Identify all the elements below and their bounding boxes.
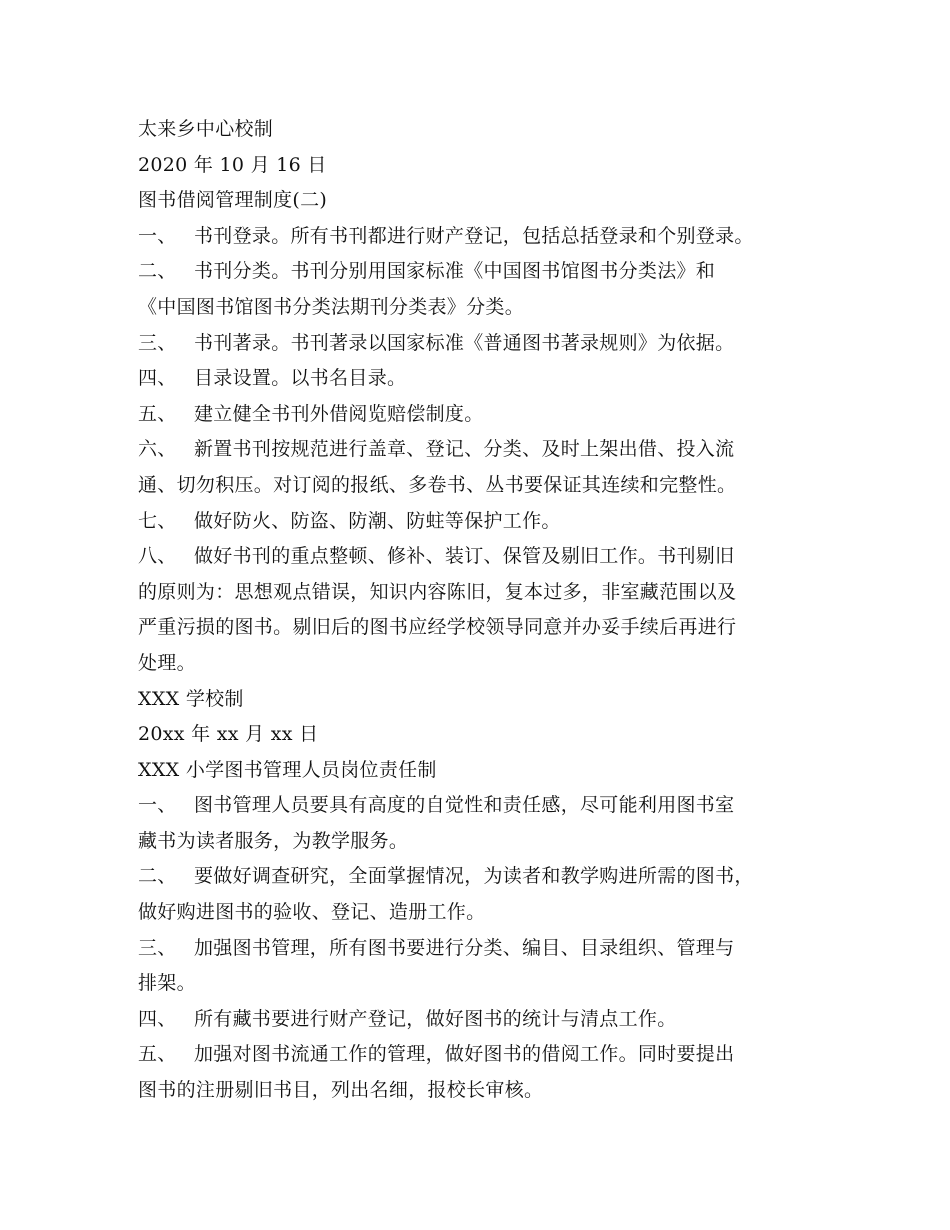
- item-continuation: 处理。: [138, 651, 196, 674]
- list-item: [138, 539, 838, 575]
- item-text: 做好防火、防盗、防潮、防蛀等保护工作。: [194, 509, 561, 532]
- section1-list: [138, 219, 838, 682]
- item-text: 所有藏书要进行财产登记，做好图书的统计与清点工作。: [194, 1007, 677, 1030]
- item-text: 书刊登录。所有书刊都进行财产登记，包括总括登录和个别登录。: [194, 224, 754, 247]
- item-continuation: 通、切勿积压。对订阅的报纸、多卷书、丛书要保证其连续和完整性。: [138, 473, 737, 496]
- item-text: 加强对图书流通工作的管理，做好图书的借阅工作。同时要提出: [194, 1043, 735, 1066]
- list-item: [138, 1002, 838, 1038]
- list-item: [138, 397, 838, 433]
- item-text: 加强图书管理，所有图书要进行分类、编目、目录组织、管理与: [194, 936, 735, 959]
- section1-title: 图书借阅管理制度(二): [138, 189, 328, 212]
- item-number: 五、: [138, 402, 177, 425]
- section2-title: XXX 小学图书管理人员岗位责任制: [138, 758, 437, 781]
- item-text: 书刊著录。书刊著录以国家标准《普通图书著录规则》为依据。: [194, 331, 735, 354]
- item-number: 四、: [138, 1007, 177, 1030]
- list-item: [138, 859, 838, 895]
- item-number: 一、: [138, 224, 177, 247]
- item-text: 目录设置。以书名目录。: [194, 367, 407, 390]
- item-text: 建立健全书刊外借阅览赔偿制度。: [194, 402, 484, 425]
- item-number: 五、: [138, 1043, 177, 1066]
- list-item: [138, 931, 838, 967]
- list-item: [138, 1037, 838, 1073]
- item-number: 二、: [138, 260, 177, 283]
- item-continuation: 严重污损的图书。剔旧后的图书应经学校领导同意并办妥手续后再进行: [138, 616, 737, 639]
- list-item: [138, 361, 838, 397]
- section2-list: [138, 788, 838, 1108]
- list-item: [138, 326, 838, 362]
- list-item: [138, 219, 838, 255]
- section2-date: 20xx 年 xx 月 xx 日: [138, 723, 319, 746]
- item-continuation: 藏书为读者服务，为教学服务。: [138, 829, 409, 852]
- section1-org: 太来乡中心校制: [138, 118, 274, 140]
- item-continuation: 图书的注册剔旧书目，列出名细，报校长审核。: [138, 1079, 544, 1102]
- item-text: 图书管理人员要具有高度的自觉性和责任感，尽可能利用图书室: [194, 794, 735, 817]
- list-item: [138, 432, 838, 468]
- section2-org: XXX 学校制: [138, 687, 244, 710]
- item-continuation: 排架。: [138, 972, 196, 995]
- item-text: 做好书刊的重点整顿、修补、装订、保管及剔旧工作。书刊剔旧: [194, 545, 735, 568]
- list-item: [138, 504, 838, 540]
- item-number: 二、: [138, 865, 177, 888]
- item-number: 三、: [138, 936, 177, 959]
- document-page: [138, 112, 838, 1109]
- item-number: 六、: [138, 438, 177, 461]
- section1-date: 2020 年 10 月 16 日: [138, 153, 327, 176]
- item-text: 新置书刊按规范进行盖章、登记、分类、及时上架出借、投入流: [194, 438, 735, 461]
- item-continuation: 的原则为：思想观点错误，知识内容陈旧，复本过多，非室藏范围以及: [138, 580, 737, 603]
- item-continuation: 做好购进图书的验收、登记、造册工作。: [138, 901, 486, 924]
- item-number: 四、: [138, 367, 177, 390]
- item-text: 要做好调查研究，全面掌握情况，为读者和教学购进所需的图书，: [194, 865, 754, 888]
- item-number: 八、: [138, 545, 177, 568]
- item-number: 七、: [138, 509, 177, 532]
- list-item: [138, 788, 838, 824]
- item-number: 三、: [138, 331, 177, 354]
- list-item: [138, 254, 838, 290]
- item-text: 书刊分类。书刊分别用国家标准《中国图书馆图书分类法》和: [194, 260, 716, 283]
- item-number: 一、: [138, 794, 177, 817]
- item-continuation: 《中国图书馆图书分类法期刊分类表》分类。: [138, 295, 525, 318]
